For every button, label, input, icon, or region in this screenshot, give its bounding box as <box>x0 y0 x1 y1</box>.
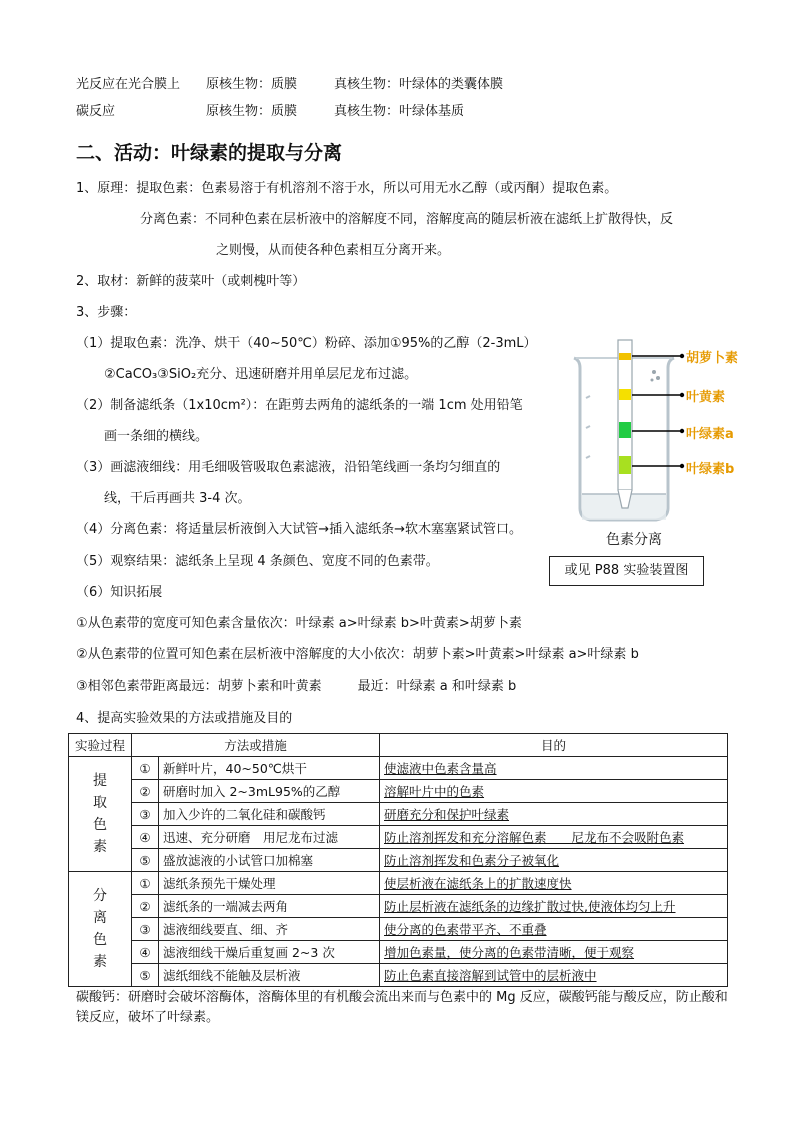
table-header-row <box>69 734 728 757</box>
methods-table <box>68 733 728 987</box>
xanthophyll-band <box>619 389 631 400</box>
step-1b: ②CaCO₃③SiO₂充分、迅速研磨并用单层尼龙布过滤。 <box>104 367 418 382</box>
process-extract: 提 取 色 素 <box>69 757 132 872</box>
label-carotene: 胡萝卜素 <box>686 351 739 366</box>
step-1a: （1）提取色素：洗净、烘干（40~50℃）粉碎、添加①95%的乙醇（2-3mL） <box>76 336 537 351</box>
figure-reference-box: 或见 P88 实验装置图 <box>549 556 704 586</box>
section-heading: 二、活动：叶绿素的提取与分离 <box>76 142 343 164</box>
knowledge-1: ①从色素带的宽度可知色素含量依次：叶绿素 a>叶绿素 b>叶黄素>胡萝卜素 <box>76 616 522 631</box>
table-row: ④ 迅速、充分研磨 用尼龙布过滤 防止溶剂挥发和充分溶解色素 尼龙布不会吸附色素 <box>69 826 728 849</box>
label-chlorophyll-a: 叶绿素a <box>686 427 734 442</box>
calcium-carbonate-note: 碳酸钙：研磨时会破坏溶酶体，溶酶体里的有机酸会流出来而与色素中的 Mg 反应，碳酸钙能与酸反应，防止酸和镁反应，破坏了叶绿素。 <box>76 990 728 1025</box>
table-row: ④ 滤液细线干燥后重复画 2~3 次 增加色素量，使分离的色素带清晰，便于观察 <box>69 941 728 964</box>
section-4-title: 4、提高实验效果的方法或措施及目的 <box>76 711 293 726</box>
table-row: 提 取 色 素 ① 新鲜叶片，40~50℃烘干 使滤液中色素含量高 <box>69 757 728 780</box>
carotene-band <box>619 353 631 360</box>
pigment-separation-figure <box>560 338 780 550</box>
step-4: （4）分离色素：将适量层析液倒入大试管→插入滤纸条→软木塞塞紧试管口。 <box>76 522 523 537</box>
process-separate: 分 离 色 素 <box>69 872 132 987</box>
light-reaction-line: 光反应在光合膜上 原核生物：质膜 真核生物：叶绿体的类囊体膜 <box>76 77 504 92</box>
material-line: 2、取材：新鲜的菠菜叶（或刺槐叶等） <box>76 274 306 289</box>
principle-line-1: 1、原理：提取色素：色素易溶于有机溶剂不溶于水，所以可用无水乙醇（或丙酮）提取色素。 <box>76 181 618 196</box>
step-3a: （3）画滤液细线：用毛细吸管吸取色素滤液，沿铅笔线画一条均匀细直的 <box>76 460 501 475</box>
chlorophyll-b-band <box>619 456 631 474</box>
table-row: 分 离 色 素 ① 滤纸条预先干燥处理 使层析液在滤纸条上的扩散速度快 <box>69 872 728 895</box>
chlorophyll-a-band <box>619 422 631 438</box>
principle-line-3: 之则慢，从而使各种色素相互分离开来。 <box>216 243 451 258</box>
table-row: ③ 滤液细线要直、细、齐 使分离的色素带平齐、不重叠 <box>69 918 728 941</box>
table-row: ⑤ 滤纸细线不能触及层析液 防止色素直接溶解到试管中的层析液中 <box>69 964 728 987</box>
header-method: 方法或措施 <box>132 734 380 757</box>
knowledge-3: ③相邻色素带距离最远：胡萝卜素和叶黄素 最近：叶绿素 a 和叶绿素 b <box>76 679 517 694</box>
figure-caption: 色素分离 <box>606 532 662 548</box>
carbon-reaction-line: 碳反应 原核生物：质膜 真核生物：叶绿体基质 <box>76 104 465 119</box>
table-row: ⑤ 盛放滤液的小试管口加棉塞 防止溶剂挥发和色素分子被氧化 <box>69 849 728 872</box>
table-row: ② 研磨时加入 2~3mL95%的乙醇 溶解叶片中的色素 <box>69 780 728 803</box>
step-2a: （2）制备滤纸条（1x10cm²）：在距剪去两角的滤纸条的一端 1cm 处用铅笔 <box>76 398 523 413</box>
knowledge-2: ②从色素带的位置可知色素在层析液中溶解度的大小依次：胡萝卜素>叶黄素>叶绿素 a>叶绿素 b <box>76 647 639 662</box>
step-3b: 线，干后再画共 3-4 次。 <box>104 491 251 506</box>
label-chlorophyll-b: 叶绿素b <box>686 462 735 477</box>
steps-title: 3、步骤： <box>76 305 137 320</box>
label-xanthophyll: 叶黄素 <box>686 390 726 405</box>
header-process: 实验过程 <box>69 734 132 757</box>
principle-line-2: 分离色素：不同种色素在层析液中的溶解度不同，溶解度高的随层析液在滤纸上扩散得快，反 <box>140 212 674 227</box>
table-row: ③ 加入少许的二氧化硅和碳酸钙 研磨充分和保护叶绿素 <box>69 803 728 826</box>
step-5: （5）观察结果：滤纸条上呈现 4 条颜色、宽度不同的色素带。 <box>76 554 439 569</box>
table-row: ② 滤纸条的一端减去两角 防止层析液在滤纸条的边缘扩散过快,使液体均匀上升 <box>69 895 728 918</box>
step-6: （6）知识拓展 <box>76 585 163 600</box>
header-goal: 目的 <box>380 734 728 757</box>
test-tube-illustration <box>560 338 780 550</box>
step-2b: 画一条细的横线。 <box>104 429 209 444</box>
